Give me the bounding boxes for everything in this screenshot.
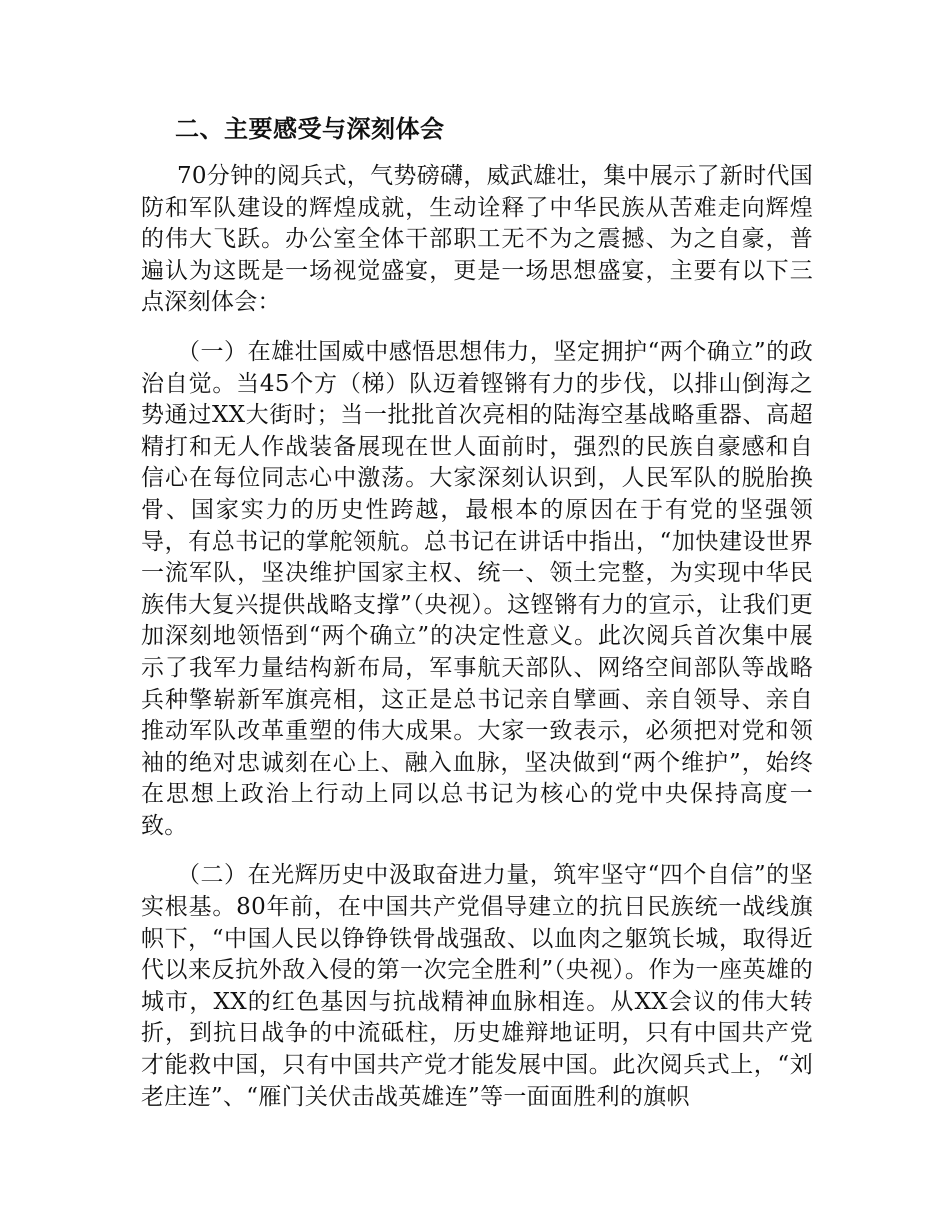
point-two-paragraph: （二）在光辉历史中汲取奋进力量，筑牢坚守“四个自信”的坚实根基。80年前，在中国共产党倡导建立的抗日民族统一战线旗帜下，“中国人民以铮铮铁骨战强敌、以血肉之躯筑长城，取得近代以来反抗外敌入侵的第一次完全胜利”（央视）。作为一座英雄的城市，XX的红色基因与抗战精神血脉相连。从XX会议的伟大转折，到抗日战争的中流砥柱，历史雄辩地证明，只有中国共产党才能救中国，只有中国共产党才能发展中国。此次阅兵式上，“刘老庄连”、“雁门关伏击战英雄连”等一面面胜利的旗帜	[141, 862, 813, 1110]
document-page	[141, 113, 813, 1131]
section-heading: 二、主要感受与深刻体会	[175, 115, 445, 143]
point-one-paragraph: （一）在雄壮国威中感悟思想伟力，坚定拥护“两个确立”的政治自觉。当45个方（梯）队迈着铿锵有力的步伐，以排山倒海之势通过XX大街时；当一批批首次亮相的陆海空基战略重器、高超精打和无人作战装备展现在世人面前时，强烈的民族自豪感和自信心在每位同志心中激荡。大家深刻认识到，人民军队的脱胎换骨、国家实力的历史性跨越，最根本的原因在于有党的坚强领导，有总书记的掌舵领航。总书记在讲话中指出，“加快建设世界一流军队，坚决维护国家主权、统一、领土完整，为实现中华民族伟大复兴提供战略支撑”（央视）。这铿锵有力的宣示，让我们更加深刻地领悟到“两个确立”的决定性意义。此次阅兵首次集中展示了我军力量结构新布局，军事航天部队、网络空间部队等战略兵种擎崭新军旗亮相，这正是总书记亲自擘画、亲自领导、亲自推动军队改革重塑的伟大成果。大家一致表示，必须把对党和领袖的绝对忠诚刻在心上、融入血脉，坚决做到“两个维护”，始终在思想上政治上行动上同以总书记为核心的党中央保持高度一致。	[141, 338, 813, 839]
intro-paragraph: 70分钟的阅兵式，气势磅礴，威武雄壮，集中展示了新时代国防和军队建设的辉煌成就，生动诠释了中华民族从苦难走向辉煌的伟大飞跃。办公室全体干部职工无不为之震撼、为之自豪，普遍认为这既是一场视觉盛宴，更是一场思想盛宴，主要有以下三点深刻体会：	[141, 163, 813, 316]
